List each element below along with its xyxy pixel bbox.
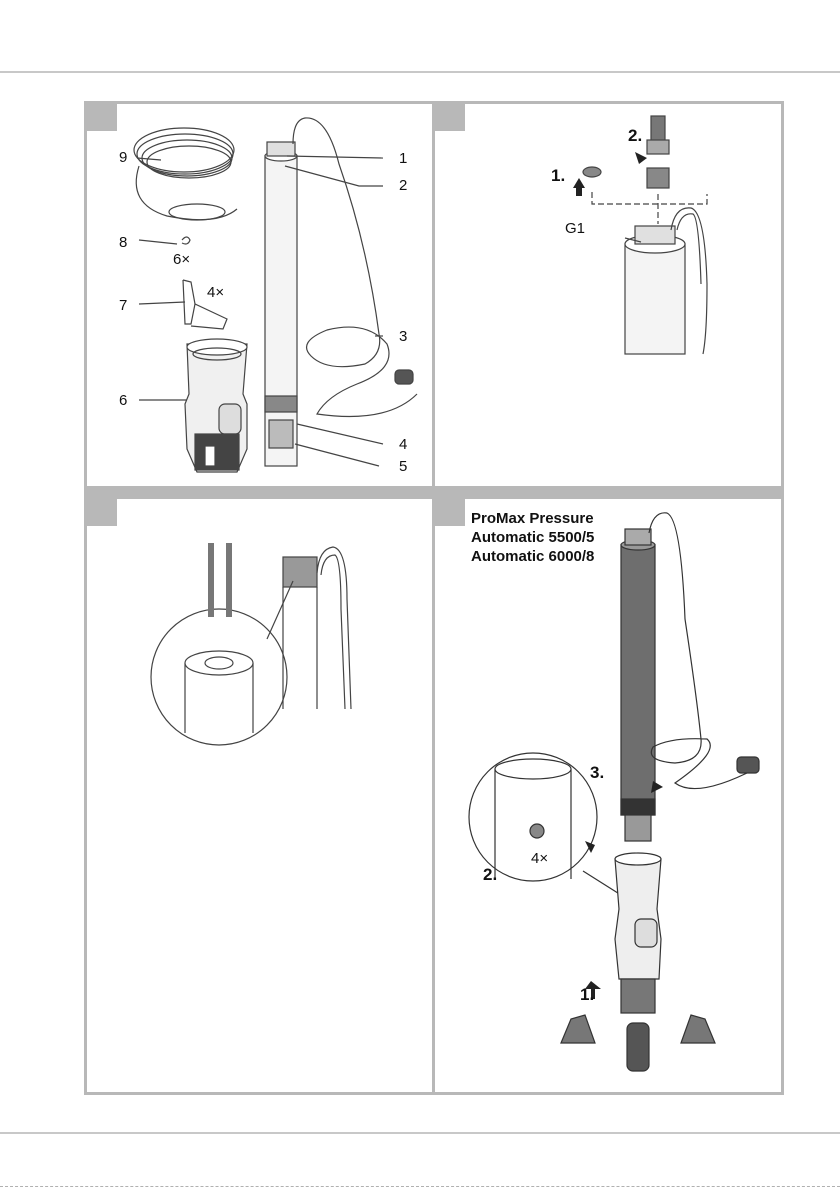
callout-9: 9 (119, 149, 128, 166)
step-3-label: 3. (590, 763, 605, 782)
callout-8: 8 (119, 234, 128, 251)
step-1-label: 1. (580, 985, 595, 1004)
callout-8-qty: 6× (173, 251, 191, 268)
model-line-3: Automatic 6000/8 (471, 548, 595, 565)
panel-parts-overview (87, 104, 432, 486)
callout-3: 3 (399, 328, 408, 345)
assembly-illustration (435, 499, 781, 1092)
model-line-2: Automatic 5500/5 (471, 529, 595, 546)
panel-cord-attachment (87, 499, 432, 1092)
outlet-illustration (435, 104, 781, 486)
figure-grid (84, 101, 784, 1095)
callout-1: 1 (399, 150, 408, 167)
parts-illustration (87, 104, 432, 486)
header-rule (0, 71, 840, 73)
quantity-label: 4× (531, 850, 549, 867)
callout-4: 4 (399, 436, 408, 453)
callout-2: 2 (399, 177, 408, 194)
panel-base-assembly (435, 499, 781, 1092)
callout-7-qty: 4× (207, 284, 225, 301)
model-line-1: ProMax Pressure (471, 510, 594, 527)
thread-size-label: G1 (565, 220, 586, 237)
callout-5: 5 (399, 458, 408, 475)
panel-outlet-connection (435, 104, 781, 486)
cord-illustration (87, 499, 432, 1092)
crop-line (0, 1186, 840, 1187)
callout-6: 6 (119, 392, 128, 409)
step-2-label: 2. (483, 865, 498, 884)
callout-7: 7 (119, 297, 128, 314)
footer-rule (0, 1132, 840, 1134)
step-1-label: 1. (551, 166, 566, 185)
step-2-label: 2. (628, 126, 643, 145)
